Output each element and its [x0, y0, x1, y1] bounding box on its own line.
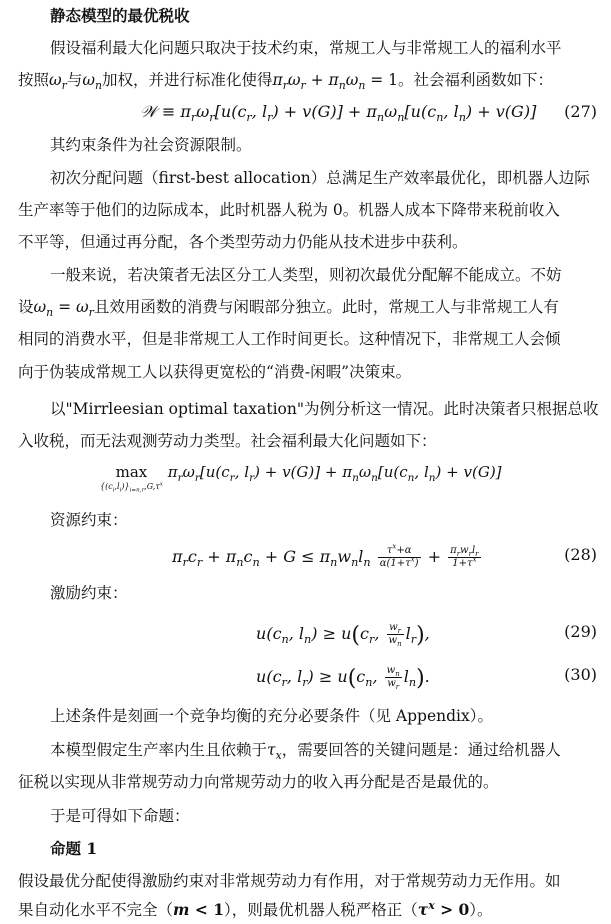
paragraph-line: 设$\omega_n = \omega_r$且效用函数的消费与闲暇部分独立。此时，常规工人与非常规工人有 [18, 298, 559, 320]
equation-29: $u(c_n$, $l_n) \ge u(c_r$, $\frac{w_r}{w_n}$ $l_r$), [256, 622, 430, 648]
resource-constraint-label: 资源约束： [50, 511, 128, 529]
proposition-line: 果自动化水平不完全（m < 1），则最优机器人税严格正$(\tau^x > 0)$。 [18, 898, 493, 919]
incentive-constraint-label: 激励约束： [50, 584, 128, 602]
proposition-title: 命题 1 [50, 839, 98, 858]
equation-30: $u(c_r$, $l_r) \ge u(c_n$, $\frac{w_n}{w_r}$ $l_n$). [256, 665, 430, 691]
paragraph-line: 向于伪装成常规工人以获得更宽松的“消费-闲暇”决策束。 [18, 363, 412, 381]
proposition-line: 假设最优分配使得激励约束对非常规劳动力有作用，对于常规劳动力无作用。如 [18, 872, 561, 890]
paragraph-line: 初次分配问题（first-best allocation）总满足生产效率最优化，即机器人边际 [50, 169, 590, 187]
paragraph-line: 相同的消费水平，但是非常规工人工作时间更长。这种情况下，非常规工人会倾 [18, 330, 561, 348]
equation-28: $\pi_rc_r + \pi_nc_n + G \le \pi_nw_nl_n$ $\frac{\tau^x+\alpha}{\alpha(1+\tau^x)}$ + $\frac{\pi_rw_rl_r}{1+\tau^x}$ [172, 542, 479, 570]
equation-number-27: (27) [564, 102, 597, 121]
paragraph-line: 生产率等于他们的边际成本，此时机器人税为 0。机器人成本下降带来税前收入 [18, 201, 560, 219]
equation-number-30: (30) [564, 665, 597, 684]
paragraph-line: 其约束条件为社会资源限制。 [50, 136, 252, 154]
paragraph-line: 入收税，而无法观测劳动力类型。社会福利最大化问题如下： [18, 432, 437, 450]
paragraph-line: 按照$\omega_r$与$\omega_n$加权，并进行标准化使得$\pi_r\omega_r + \pi_n\omega_n = 1$。社会福利函数如下： [18, 71, 554, 93]
section-heading: 静态模型的最优税收 [50, 6, 190, 25]
welfare-max-equation: max $\{(c_i,l_i)\}_{i=n,r},G,\tau^x$ $\pi_r\omega_r[u(c_r$, $l_r) + v(G)] + \pi_n\omega_n[u(c_n$, $l_n) + v(G)$] [100, 463, 502, 494]
equation-number-29: (29) [564, 622, 597, 641]
paragraph-line: 不平等，但通过再分配，各个类型劳动力仍能从技术进步中获利。 [18, 233, 468, 251]
paragraph-line: 以"Mirrleesian optimal taxation"为例分析这一情况。此时决策者只根据总收 [50, 400, 599, 418]
paragraph-line: 一般来说，若决策者无法区分工人类型，则初次最优分配解不能成立。不妨 [50, 266, 562, 284]
paragraph-line: 于是可得如下命题： [50, 807, 190, 825]
paragraph-line: 上述条件是刻画一个竞争均衡的充分必要条件（见 Appendix）。 [50, 707, 493, 725]
equation-27: 𝒲 ≡ $\pi_r\omega_r[u(c_r$, $l_r) + v(G)] + \pi_n\omega_n[u(c_n$, $l_n) + v(G)$] [140, 102, 537, 125]
paragraph-line: 征税以实现从非常规劳动力向常规劳动力的收入再分配是否是最优的。 [18, 773, 499, 791]
paragraph-line: 本模型假定生产率内生且依赖于$\tau_x$，需要回答的关键问题是：通过给机器人 [50, 741, 561, 763]
paragraph-line: 假设福利最大化问题只取决于技术约束，常规工人与非常规工人的福利水平 [50, 39, 562, 57]
equation-number-28: (28) [564, 545, 597, 564]
